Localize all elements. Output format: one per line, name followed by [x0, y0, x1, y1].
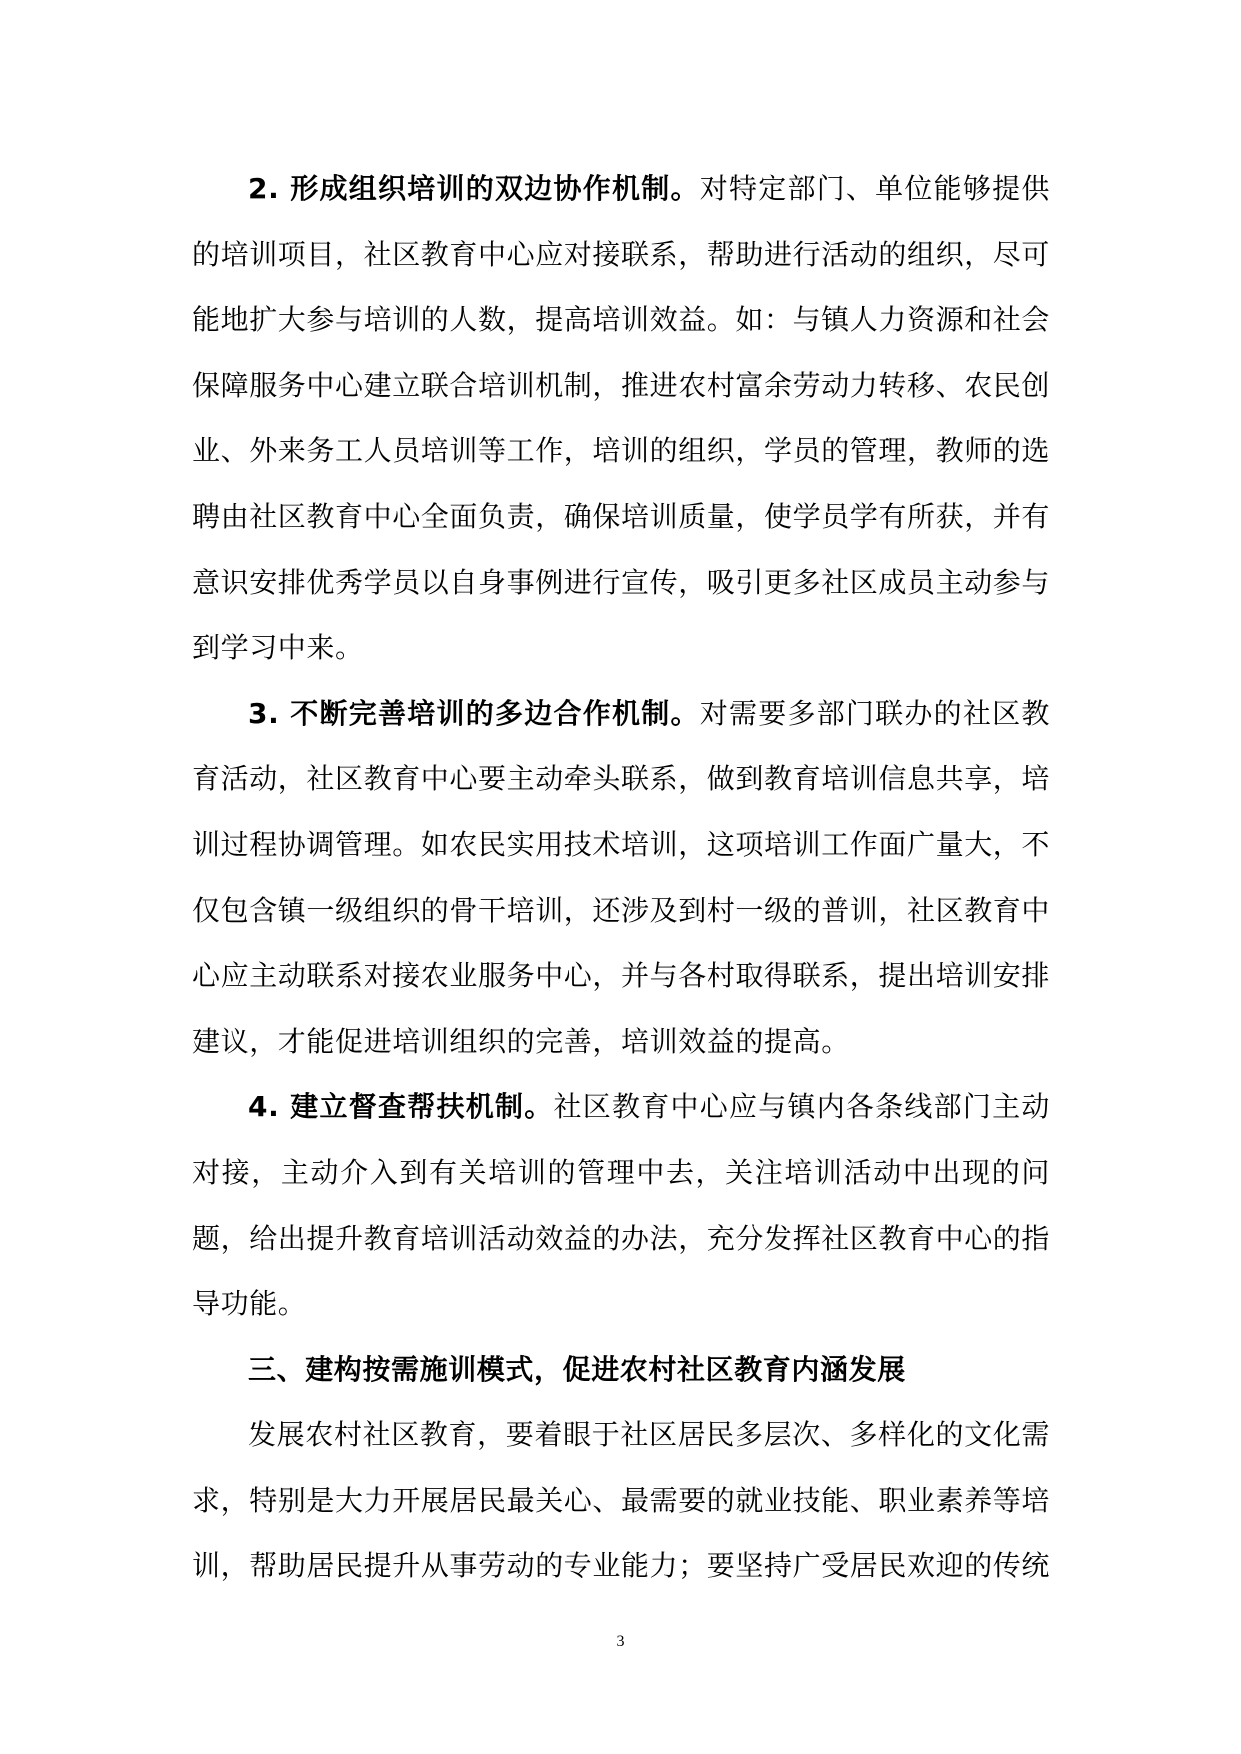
item-body-2: 对特定部门、单位能够提供的培训项目，社区教育中心应对接联系，帮助进行活动的组织，尽可能地扩大参与培训的人数，提高培训效益。如：与镇人力资源和社会保障服务中心建立联合培训机制，推进农村富余劳动力转移、农民创业、外来务工人员培训等工作，培训的组织，学员的管理，教师的选聘由社区教育中心全面负责，确保培训质量，使学员学有所获，并有意识安排优秀学员以自身事例进行宣传，吸引更多社区成员主动参与到学习中来。: [192, 172, 1051, 665]
document-body: [192, 156, 1050, 1599]
paragraph-item-2: [192, 156, 1050, 681]
page-number: 3: [616, 1633, 625, 1650]
item-body-4: 社区教育中心应与镇内各条线部门主动对接，主动介入到有关培训的管理中去，关注培训活动中出现的问题，给出提升教育培训活动效益的办法，充分发挥社区教育中心的指导功能。: [192, 1090, 1051, 1321]
item-lead-4: 4. 建立督查帮扶机制。: [248, 1090, 554, 1124]
section-paragraph: 发展农村社区教育，要着眼于社区居民多层次、多样化的文化需求，特别是大力开展居民最关心、最需要的就业技能、职业素养等培训，帮助居民提升从事劳动的专业能力；要坚持广受居民欢迎的传统: [192, 1418, 1051, 1583]
paragraph-item-3: [192, 681, 1050, 1075]
item-lead-3: 3. 不断完善培训的多边合作机制。: [248, 696, 700, 730]
item-lead-2: 2. 形成组织培训的双边协作机制。: [248, 172, 700, 205]
item-body-3: 对需要多部门联办的社区教育活动，社区教育中心要主动牵头联系，做到教育培训信息共享，培训过程协调管理。如农民实用技术培训，这项培训工作面广量大，不仅包含镇一级组织的骨干培训，还涉及到村一级的普训，社区教育中心应主动联系对接农业服务中心，并与各村取得联系，提出培训安排建议，才能促进培训组织的完善，培训效益的提高。: [192, 696, 1051, 1058]
paragraph-item-4: [192, 1074, 1050, 1336]
section-heading: 三、建构按需施训模式，促进农村社区教育内涵发展: [248, 1352, 906, 1386]
